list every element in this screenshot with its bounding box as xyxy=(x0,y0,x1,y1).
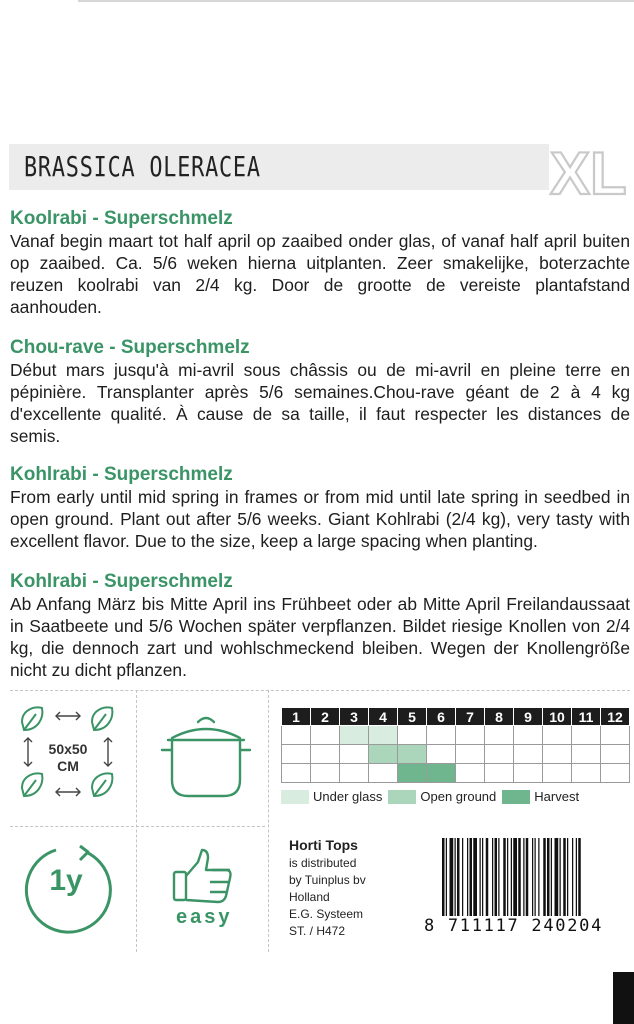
barcode-graphic xyxy=(440,838,622,916)
month-header: 10 xyxy=(543,708,572,726)
barcode-bar xyxy=(555,838,559,916)
calendar-cell xyxy=(543,745,572,764)
barcode-bar xyxy=(526,838,529,916)
barcode-bar xyxy=(473,838,477,916)
distributor-info xyxy=(289,835,366,940)
barcode-bar xyxy=(467,838,468,916)
lifespan-label: 1y xyxy=(49,864,83,897)
cooking-pot-icon xyxy=(158,708,254,804)
barcode-bar xyxy=(486,838,489,916)
barcode-bar xyxy=(442,838,445,916)
calendar-cell xyxy=(398,745,427,764)
legend-label-under-glass: Under glass xyxy=(313,789,383,804)
calendar-cell xyxy=(572,726,601,745)
icon-area-divider-top xyxy=(10,690,630,691)
calendar-cell xyxy=(369,745,398,764)
legend-harvest xyxy=(502,789,579,804)
calendar-cell xyxy=(572,745,601,764)
legend-label-open-ground: Open ground xyxy=(420,789,497,804)
plant-spacing-unit: CM xyxy=(57,758,79,774)
month-header: 3 xyxy=(340,708,369,726)
calendar-month-row xyxy=(282,708,630,726)
month-header: 2 xyxy=(311,708,340,726)
plant-spacing-label xyxy=(40,741,96,775)
legend-under-glass xyxy=(281,789,382,804)
thumbs-up-icon xyxy=(172,848,234,906)
section-title: Kohlrabi - Superschmelz xyxy=(10,571,233,592)
edge-strip xyxy=(613,972,634,1024)
legend-open-ground xyxy=(388,789,496,804)
calendar-cell xyxy=(485,745,514,764)
species-name: BRASSICA OLERACEA xyxy=(24,150,261,183)
calendar-cell xyxy=(427,764,456,783)
calendar-row-open-ground xyxy=(282,745,630,764)
xl-size-badge xyxy=(548,138,627,207)
distributor-line: ST. / H472 xyxy=(289,924,346,938)
barcode-bar xyxy=(576,838,577,916)
calendar-cell xyxy=(456,764,485,783)
barcode-bar xyxy=(498,838,499,916)
barcode-bar xyxy=(578,838,581,916)
icon-area-divider-vertical-right xyxy=(268,690,269,952)
barcode-bar xyxy=(551,838,552,916)
section-body: Vanaf begin maart tot half april op zaaibed onder glas, of vanaf half april buiten op zaaibed. Ca. 5/6 weken hierna uitplanten. Zeer smakelijke, boterzachte reuzen koolrabi van 2/4 kg. Door de grootte de vereiste plantafstand aanhouden. xyxy=(10,231,630,317)
calendar-grid xyxy=(281,707,630,783)
calendar-cell xyxy=(427,726,456,745)
section-title: Kohlrabi - Superschmelz xyxy=(10,464,233,485)
month-header: 7 xyxy=(456,708,485,726)
barcode-bar xyxy=(567,838,568,916)
barcode-bar xyxy=(563,838,566,916)
calendar-cell xyxy=(514,745,543,764)
month-header: 5 xyxy=(398,708,427,726)
month-header: 4 xyxy=(369,708,398,726)
calendar-cell xyxy=(601,764,630,783)
barcode-bar xyxy=(547,838,550,916)
month-header: 8 xyxy=(485,708,514,726)
calendar-cell xyxy=(282,726,311,745)
barcode-bar xyxy=(455,838,456,916)
legend-swatch-harvest xyxy=(502,790,530,804)
barcode-bar xyxy=(572,838,573,916)
calendar-cell xyxy=(601,726,630,745)
calendar-cell xyxy=(543,764,572,783)
barcode-bar xyxy=(538,838,539,916)
calendar-cell xyxy=(456,745,485,764)
section-french xyxy=(10,337,630,447)
barcode-bar xyxy=(560,838,561,916)
barcode-bar xyxy=(462,838,463,916)
month-header: 12 xyxy=(601,708,630,726)
calendar-row-under-glass xyxy=(282,726,630,745)
barcode-bar xyxy=(450,838,454,916)
calendar-cell xyxy=(485,764,514,783)
calendar-cell xyxy=(456,726,485,745)
calendar-cell xyxy=(369,764,398,783)
legend-swatch-under-glass xyxy=(281,790,309,804)
section-dutch xyxy=(10,208,630,318)
calendar-cell xyxy=(311,726,340,745)
distributor-line: by Tuinplus bv xyxy=(289,873,366,887)
barcode-bar xyxy=(523,838,524,916)
barcode-bar xyxy=(532,838,533,916)
month-header: 9 xyxy=(514,708,543,726)
calendar-legend xyxy=(281,789,585,804)
calendar-cell xyxy=(485,726,514,745)
calendar-cell xyxy=(601,745,630,764)
calendar-cell xyxy=(572,764,601,783)
calendar-row-harvest xyxy=(282,764,630,783)
plant-spacing-value: 50x50 xyxy=(48,741,88,757)
section-body: Début mars jusqu'à mi-avril sous châssis ou de mi-avril en pleine terre en pépinière. Transplanter après 5/6 semaines.Chou-rave géant de 2 à 4 kg d'excellente qualité. À cause de sa taille, il faut respecter les distances de semis. xyxy=(10,360,630,446)
barcode-bar xyxy=(507,838,508,916)
distributor-brand: Horti Tops xyxy=(289,837,358,853)
month-header: 11 xyxy=(572,708,601,726)
calendar-cell xyxy=(427,745,456,764)
section-body: From early until mid spring in frames or from mid until late spring in seedbed in open ground. Plant out after 5/6 weeks. Giant Kohlrabi (2/4 kg), very tasty with excellent flavor. Due to the size, keep a large spacing when planting. xyxy=(10,487,630,551)
barcode-bar xyxy=(446,838,447,916)
legend-swatch-open-ground xyxy=(388,790,416,804)
calendar-cell xyxy=(543,726,572,745)
sowing-calendar xyxy=(281,707,630,783)
barcode-bar xyxy=(480,838,481,916)
barcode-bar xyxy=(482,838,483,916)
section-title: Koolrabi - Superschmelz xyxy=(10,208,233,229)
calendar-cell xyxy=(398,764,427,783)
calendar-cell xyxy=(398,726,427,745)
calendar-cell xyxy=(369,726,398,745)
difficulty-label: easy xyxy=(176,906,233,928)
barcode-bar xyxy=(457,838,460,916)
calendar-cell xyxy=(282,745,311,764)
icon-area-divider-middle xyxy=(10,826,265,827)
barcode-bar xyxy=(535,838,536,916)
barcode-bar xyxy=(511,838,512,916)
legend-label-harvest: Harvest xyxy=(534,789,580,804)
barcode-bar xyxy=(470,838,473,916)
calendar-cell xyxy=(340,745,369,764)
calendar-cell xyxy=(311,745,340,764)
barcode-bar xyxy=(543,838,546,916)
calendar-cell xyxy=(340,764,369,783)
barcode-bar xyxy=(495,838,498,916)
calendar-cell xyxy=(514,726,543,745)
xl-badge-text: XL xyxy=(550,140,627,207)
month-header: 6 xyxy=(427,708,456,726)
month-header: 1 xyxy=(282,708,311,726)
calendar-cell xyxy=(340,726,369,745)
section-english xyxy=(10,464,630,552)
distributor-line: E.G. Systeem xyxy=(289,907,364,921)
section-title: Chou-rave - Superschmelz xyxy=(10,337,250,358)
barcode-bar xyxy=(518,838,521,916)
barcode-bar xyxy=(492,838,493,916)
section-german xyxy=(10,571,630,681)
calendar-cell xyxy=(311,764,340,783)
calendar-cell xyxy=(282,764,311,783)
barcode-bar xyxy=(513,838,517,916)
barcode-digits: 8 711117 240204 xyxy=(424,916,604,936)
top-divider xyxy=(78,0,634,2)
distributor-line: Holland xyxy=(289,890,330,904)
icon-area-divider-vertical-left xyxy=(136,690,137,952)
distributor-line: is distributed xyxy=(289,856,357,870)
section-body: Ab Anfang März bis Mitte April ins Frühbeet oder ab Mitte April Freilandaussaat in Saatbeete und 5/6 Wochen später verpflanzen. Bildet riesige Knollen von 2/4 kg, die dennoch zart und wohlschmeckend bleiben. Wegen der Knollengröße nicht zu dicht pflanzen. xyxy=(10,594,630,680)
calendar-cell xyxy=(514,764,543,783)
barcode-bar xyxy=(503,838,506,916)
